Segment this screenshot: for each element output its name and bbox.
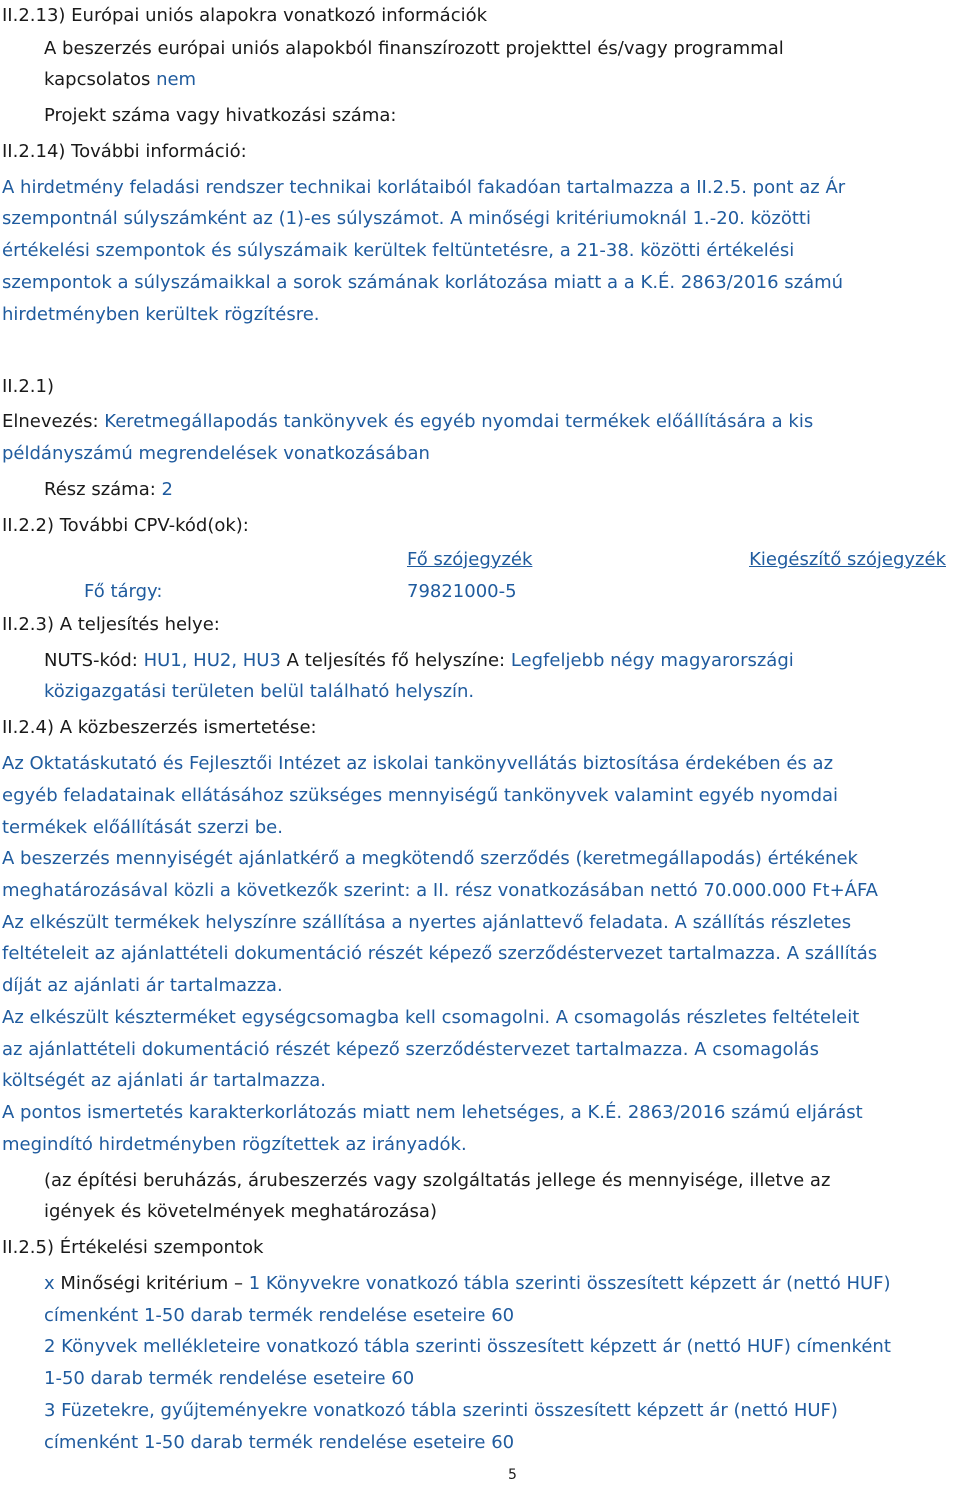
description-line: Az Oktatáskutató és Fejlesztői Intézet az iskolai tankönyvellátás biztosítása érdekében és az <box>2 753 834 774</box>
section-heading-ii-2-2: II.2.2) További CPV-kód(ok): <box>2 515 249 536</box>
criterion-item: címenként 1-50 darab termék rendelése eseteire 60 <box>44 1305 515 1326</box>
description-line: A beszerzés mennyiségét ajánlatkérő a megkötendő szerződés (keretmegállapodás) értékének <box>2 848 858 869</box>
name-label: Elnevezés: <box>2 411 105 432</box>
description-line: díját az ajánlati ár tartalmazza. <box>2 975 283 996</box>
criterion-item: címenként 1-50 darab termék rendelése eseteire 60 <box>44 1432 515 1453</box>
description-line: A pontos ismertetés karakterkorlátozás miatt nem lehetséges, a K.É. 2863/2016 számú eljárást <box>2 1102 863 1123</box>
description-line: feltételeit az ajánlattételi dokumentáció részét képező szerződéstervezet tartalmazza. A szállítás <box>2 943 878 964</box>
name-line <box>2 410 813 434</box>
section-heading-ii-2-13: II.2.13) Európai uniós alapokra vonatkozó információk <box>2 5 488 26</box>
name-value: Keretmegállapodás tankönyvek és egyéb nyomdai termékek előállítására a kis <box>104 411 814 432</box>
criterion-check-mark: x <box>44 1273 55 1294</box>
criterion-item: 1 Könyvekre vonatkozó tábla szerinti összesített képzett ár (nettó HUF) <box>248 1273 891 1294</box>
criterion-item: 1-50 darab termék rendelése eseteire 60 <box>44 1368 415 1389</box>
main-site-label: A teljesítés fő helyszíne: <box>280 650 511 671</box>
additional-info-line: értékelési szempontok és súlyszámaik kerültek feltüntetésre, a 21-38. közötti értékelési <box>2 240 795 261</box>
description-line: Az elkészült készterméket egységcsomagba kell csomagolni. A csomagolás részletes feltételeit <box>2 1007 860 1028</box>
criterion-item: 2 Könyvek mellékleteire vonatkozó tábla szerinti összesített képzett ár (nettó HUF) címenként <box>44 1336 891 1357</box>
place-of-performance-line <box>44 649 794 673</box>
description-line: az ajánlattételi dokumentáció részét képező szerződéstervezet tartalmazza. A csomagolás <box>2 1039 819 1060</box>
cpv-main-subject-code: 79821000-5 <box>407 581 517 602</box>
section-heading-ii-2-3: II.2.3) A teljesítés helye: <box>2 614 220 635</box>
main-site-value-continued: közigazgatási területen belül található helyszín. <box>44 681 475 702</box>
part-number-label: Rész száma: <box>44 479 162 500</box>
description-line: Az elkészült termékek helyszínre szállítása a nyertes ajánlattevő feladata. A szállítás részletes <box>2 912 852 933</box>
description-line: költségét az ajánlati ár tartalmazza. <box>2 1070 327 1091</box>
nuts-label: NUTS-kód: <box>44 650 144 671</box>
eu-funds-text: A beszerzés európai uniós alapokból finanszírozott projekttel és/vagy programmal <box>44 38 784 59</box>
page-number: 5 <box>508 1467 517 1483</box>
eu-funds-label: kapcsolatos <box>44 69 157 90</box>
cpv-main-vocab-header: Fő szójegyzék <box>407 549 533 570</box>
nuts-value: HU1, HU2, HU3 <box>143 650 281 671</box>
criterion-item: 3 Füzetekre, gyűjteményekre vonatkozó tábla szerinti összesített képzett ár (nettó HUF) <box>44 1400 838 1421</box>
description-line: meghatározásával közli a következők szerint: a II. rész vonatkozásában nettó 70.000.000 Ft+ÁFA <box>2 880 878 901</box>
description-line: termékek előállítását szerzi be. <box>2 817 283 838</box>
quality-criterion-label: Minőségi kritérium – <box>54 1273 249 1294</box>
part-number-line <box>44 478 173 502</box>
description-note-line: (az építési beruházás, árubeszerzés vagy szolgáltatás jellege és mennyisége, illetve az <box>44 1170 831 1191</box>
description-note-line: igények és követelmények meghatározása) <box>44 1201 437 1222</box>
additional-info-line: szempontnál súlyszámként az (1)-es súlyszámot. A minőségi kritériumoknál 1.-20. közötti <box>2 208 811 229</box>
section-heading-ii-2-1: II.2.1) <box>2 376 54 397</box>
eu-funds-answer-line <box>44 68 196 92</box>
cpv-supplementary-vocab-header: Kiegészítő szójegyzék <box>749 549 946 570</box>
description-line: egyéb feladatainak ellátásához szükséges mennyiségű tankönyvek valamint egyéb nyomdai <box>2 785 839 806</box>
additional-info-line: szempontok a súlyszámaikkal a sorok számának korlátozása miatt a a K.É. 2863/2016 számú <box>2 272 844 293</box>
cpv-main-subject-label: Fő tárgy: <box>84 581 163 602</box>
quality-criterion-line <box>44 1272 891 1296</box>
description-line: megindító hirdetményben rögzítettek az irányadók. <box>2 1134 467 1155</box>
part-number-value: 2 <box>161 479 173 500</box>
eu-funds-value: nem <box>156 69 197 90</box>
project-number-label: Projekt száma vagy hivatkozási száma: <box>44 105 397 126</box>
section-heading-ii-2-14: II.2.14) További információ: <box>2 141 247 162</box>
main-site-value: Legfeljebb négy magyarországi <box>510 650 794 671</box>
section-heading-ii-2-4: II.2.4) A közbeszerzés ismertetése: <box>2 717 317 738</box>
name-value-continued: példányszámú megrendelések vonatkozásában <box>2 443 430 464</box>
section-heading-ii-2-5: II.2.5) Értékelési szempontok <box>2 1237 264 1258</box>
additional-info-line: A hirdetmény feladási rendszer technikai korlátaiból fakadóan tartalmazza a II.2.5. pont az Ár <box>2 177 846 198</box>
additional-info-line: hirdetményben kerültek rögzítésre. <box>2 304 320 325</box>
